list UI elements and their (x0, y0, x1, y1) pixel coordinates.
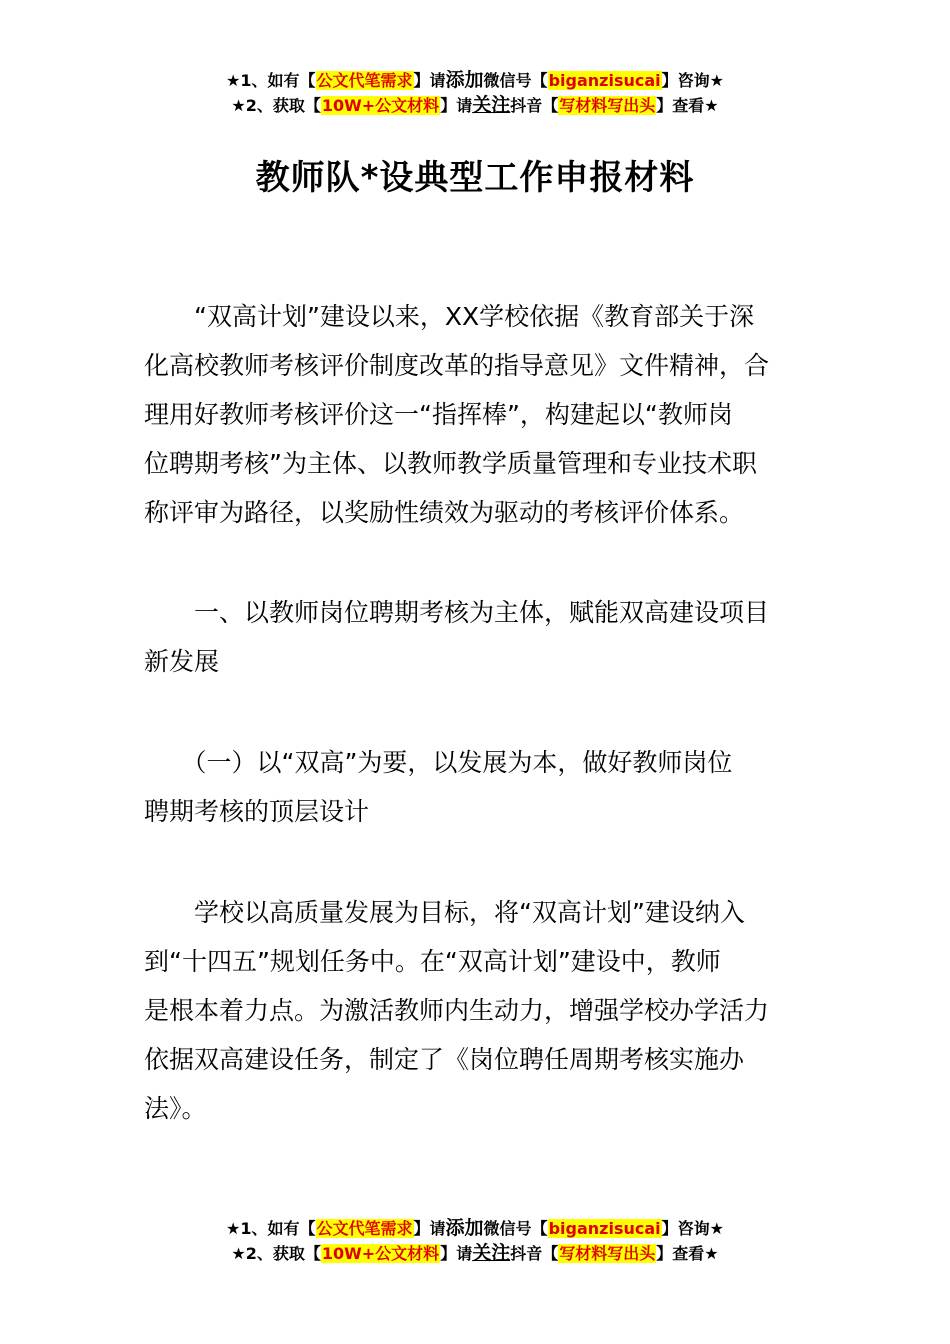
text-line: 依据双高建设任务，制定了《岗位聘任周期考核实施办 (144, 1045, 745, 1074)
text-line: “双高计划”建设以来，XX学校依据《教育部关于深 (144, 302, 755, 331)
paragraph-body (144, 888, 812, 1133)
text-line: 学校以高质量发展为目标，将“双高计划”建设纳入 (144, 898, 745, 927)
notice-text: 微信号【 (483, 1219, 548, 1238)
notice-highlight: 10W+公文材料 (321, 96, 440, 115)
notice-highlight: 公文代笔需求 (316, 71, 413, 90)
notice-text: 抖音【 (510, 1244, 559, 1263)
document-title: 教师队*设典型工作申报材料 (255, 158, 695, 198)
notice-text: 微信号【 (483, 71, 548, 90)
notice-text: 】咨询★ (661, 71, 724, 90)
notice-line-2 (0, 93, 950, 118)
text-line: 一、以教师岗位聘期考核为主体，赋能双高建设项目 (144, 598, 770, 627)
text-line: 理用好教师考核评价这一“指挥棒”，构建起以“教师岗 (144, 400, 733, 429)
notice-highlight: 公文代笔需求 (316, 1219, 413, 1238)
footer-notice (0, 1216, 950, 1266)
text-line: 聘期考核的顶层设计 (144, 797, 370, 826)
text-line: 新发展 (144, 647, 220, 676)
douyin-account: 写材料写出头 (559, 1244, 656, 1263)
text-line: （一）以“双高”为要，以发展为本，做好教师岗位 (144, 748, 733, 777)
notice-text: 】咨询★ (661, 1219, 724, 1238)
section-heading-1 (144, 588, 812, 686)
notice-text: 抖音【 (510, 96, 559, 115)
wechat-id: biganzisucai (548, 71, 661, 90)
text-line: 称评审为路径，以奖励性绩效为驱动的考核评价体系。 (144, 498, 745, 527)
notice-text: 】查看★ (656, 96, 719, 115)
paragraph-intro (144, 292, 812, 537)
notice-emphasis: 关注 (472, 94, 511, 116)
notice-text: ★2、获取【 (231, 1244, 321, 1263)
text-line: 法》。 (144, 1094, 207, 1123)
text-line: 到“十四五”规划任务中。在“双高计划”建设中，教师 (144, 947, 721, 976)
text-line: 位聘期考核”为主体、以教师教学质量管理和专业技术职 (144, 449, 757, 478)
notice-text: 】查看★ (656, 1244, 719, 1263)
notice-emphasis: 关注 (472, 1242, 511, 1264)
notice-emphasis: 添加 (445, 1217, 484, 1239)
notice-text: ★1、如有【 (226, 71, 316, 90)
notice-text: ★2、获取【 (231, 96, 321, 115)
notice-text: ★1、如有【 (226, 1219, 316, 1238)
header-notice (0, 68, 950, 118)
notice-line-1 (0, 1216, 950, 1241)
notice-highlight: 10W+公文材料 (321, 1244, 440, 1263)
subsection-heading-1 (144, 738, 812, 836)
notice-line-1 (0, 68, 950, 93)
notice-text: 】请 (440, 1244, 473, 1263)
notice-text: 】请 (413, 71, 446, 90)
notice-line-2 (0, 1241, 950, 1266)
douyin-account: 写材料写出头 (559, 96, 656, 115)
notice-text: 】请 (413, 1219, 446, 1238)
notice-emphasis: 添加 (445, 69, 484, 91)
text-line: 化高校教师考核评价制度改革的指导意见》文件精神，合 (144, 351, 770, 380)
notice-text: 】请 (440, 96, 473, 115)
wechat-id: biganzisucai (548, 1219, 661, 1238)
text-line: 是根本着力点。为激活教师内生动力，增强学校办学活力 (144, 996, 770, 1025)
